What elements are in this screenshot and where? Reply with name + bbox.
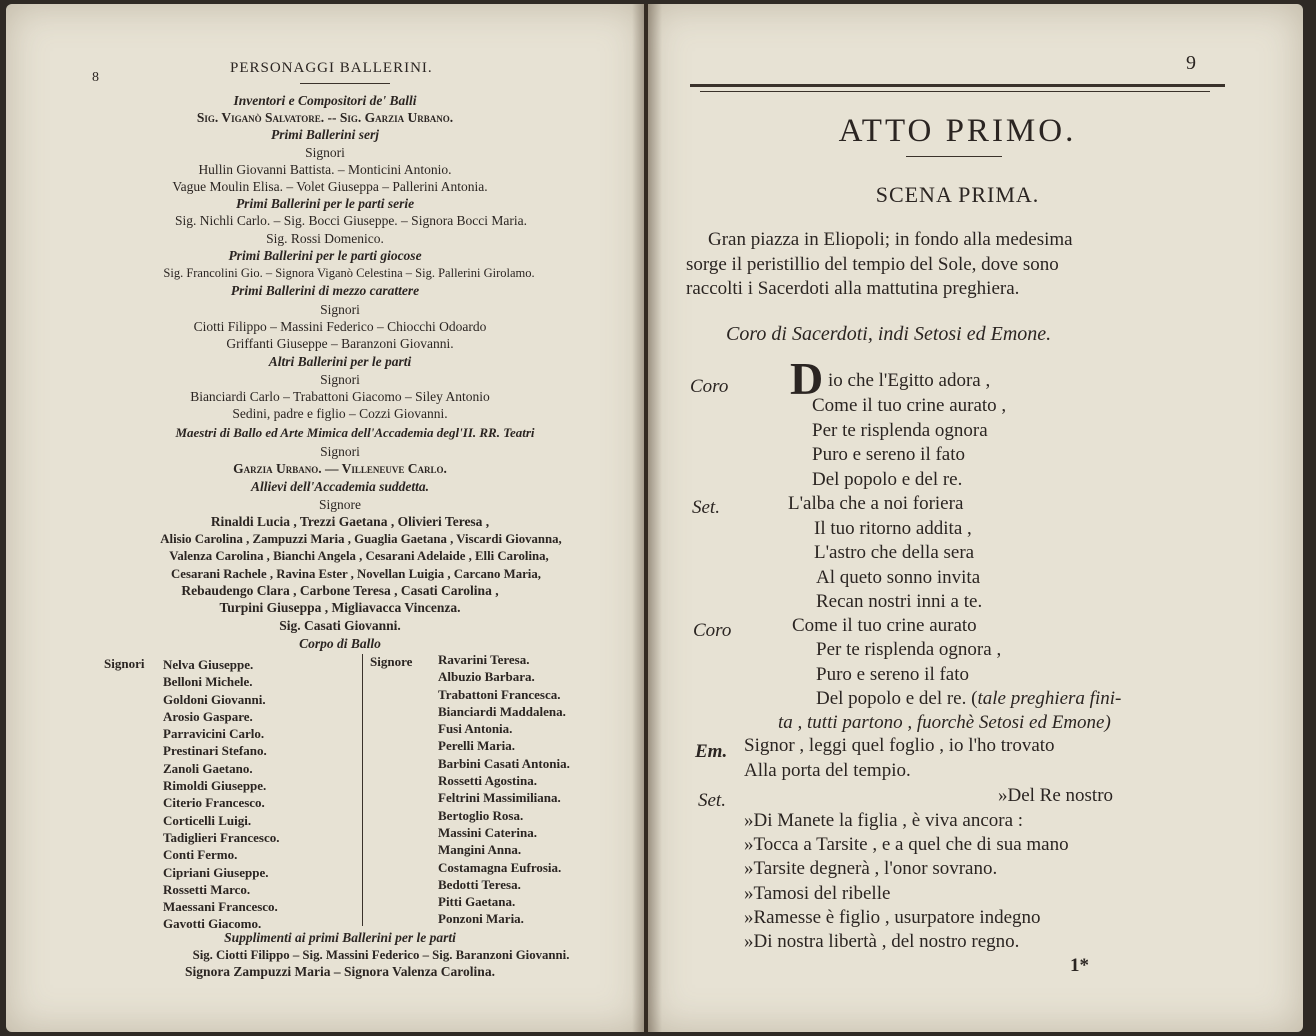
list-item: Conti Fermo. xyxy=(163,847,238,863)
text-line: Rinaldi Lucia , Trezzi Gaetana , Olivieri Teresa , xyxy=(210,514,490,529)
verse-line: »Del Re nostro xyxy=(998,785,1114,806)
scene-title: SCENA PRIMA. xyxy=(875,182,1040,207)
text-line: Valenza Carolina , Bianchi Angela , Cesarani Adelaide , Elli Carolina, xyxy=(169,549,549,563)
list-item: Corticelli Luigi. xyxy=(163,812,252,828)
list-item: Mangini Anna. xyxy=(438,842,522,858)
stage-direction: ta , tutti partono , fuorchè Setosi ed Emone) xyxy=(778,712,1111,733)
list-item: Barbini Casati Antonia. xyxy=(438,755,570,771)
signature-mark: 1* xyxy=(1070,955,1089,976)
speaker-label: Set. xyxy=(692,497,720,518)
list-item: Costamagna Eufrosia. xyxy=(438,859,562,875)
list-item: Fusi Antonia. xyxy=(438,721,513,737)
text-line: Signori xyxy=(320,302,360,317)
text-line: Turpini Giuseppa , Migliavacca Vincenza. xyxy=(219,600,461,615)
section-heading: Inventori e Compositori de' Balli xyxy=(233,93,417,108)
drop-cap: D xyxy=(790,353,824,404)
verse-line xyxy=(816,687,1121,712)
text-line: Sig. Nichli Carlo. – Sig. Bocci Giuseppe. – Signora Bocci Maria. xyxy=(174,213,528,228)
verse-line: Il tuo ritorno addita , xyxy=(814,518,972,539)
verse-line: Per te risplenda ognora , xyxy=(816,639,1002,660)
verse-line: Recan nostri inni a te. xyxy=(816,591,983,612)
section-heading: Primi Ballerini per le parti serie xyxy=(235,196,415,211)
section-heading: Supplimenti ai primi Ballerini per le parti xyxy=(224,930,456,945)
list-item: Belloni Michele. xyxy=(163,674,253,690)
list-item: Albuzio Barbara. xyxy=(438,669,535,685)
setting-line: Gran piazza in Eliopoli; in fondo alla medesima xyxy=(708,229,1073,250)
list-item: Trabattoni Francesca. xyxy=(438,686,561,702)
text-line: Sig. Casati Giovanni. xyxy=(279,618,401,633)
header-rule xyxy=(300,83,390,84)
setting-line: raccolti i Sacerdoti alla mattutina preghiera. xyxy=(686,278,1020,299)
cast-line: Coro di Sacerdoti, indi Setosi ed Emone. xyxy=(726,323,1052,345)
page-number-right: 9 xyxy=(1186,52,1196,74)
verse-line: Puro e sereno il fato xyxy=(816,664,970,685)
list-item: Bedotti Teresa. xyxy=(438,876,521,892)
verse-line: Del popolo e del re. xyxy=(812,469,963,490)
speaker-label: Coro xyxy=(693,620,732,641)
text-line: Griffanti Giuseppe – Baranzoni Giovanni. xyxy=(226,336,454,351)
list-item: Nelva Giuseppe. xyxy=(163,657,254,672)
speaker-label: Em. xyxy=(695,741,728,762)
verse-line: Come il tuo crine aurato xyxy=(792,615,977,636)
speaker-label: Coro xyxy=(690,376,729,397)
text-line: Sig. Rossi Domenico. xyxy=(266,231,384,246)
signore-label: Signore xyxy=(370,654,413,669)
list-item: Rossetti Marco. xyxy=(163,881,251,897)
verse-line: »Ramesse è figlio , usurpatore indegno xyxy=(744,907,1041,928)
text-line: Cesarani Rachele , Ravina Ester , Novellan Luigia , Carcano Maria, xyxy=(171,567,541,581)
text-line: Sedini, padre e figlio – Cozzi Giovanni. xyxy=(232,406,448,421)
list-item: Gavotti Giacomo. xyxy=(163,916,262,932)
setting-line: sorge il peristillio del tempio del Sole, dove sono xyxy=(686,254,1059,275)
text-line: Sig. Francolini Gio. – Signora Viganò Celestina – Sig. Pallerini Girolamo. xyxy=(163,266,535,280)
list-item: Goldoni Giovanni. xyxy=(163,691,266,707)
text-line: Garzia Urbano. — Villeneuve Carlo. xyxy=(233,461,447,476)
verse-line: Signor , leggi quel foglio , io l'ho trovato xyxy=(744,735,1055,756)
list-item: Bianciardi Maddalena. xyxy=(438,703,566,719)
signori-list xyxy=(163,656,280,933)
list-item: Ponzoni Maria. xyxy=(438,911,524,927)
signore-list xyxy=(438,651,570,928)
column-divider xyxy=(362,654,363,926)
list-item: Perelli Maria. xyxy=(438,738,516,754)
speaker-label: Set. xyxy=(698,790,726,811)
section-heading: Primi Ballerini di mezzo carattere xyxy=(230,283,420,298)
list-item: Tadiglieri Francesco. xyxy=(163,829,280,845)
list-item: Pitti Gaetana. xyxy=(438,894,516,910)
text-line: Signora Zampuzzi Maria – Signora Valenza Carolina. xyxy=(185,964,495,979)
verse-line: »Di nostra libertà , del nostro regno. xyxy=(744,931,1020,952)
section-heading: Primi Ballerini per le parti giocose xyxy=(228,248,422,263)
list-item: Maessani Francesco. xyxy=(163,899,278,915)
text-line: Ciotti Filippo – Massini Federico – Chiocchi Odoardo xyxy=(193,319,487,334)
verse-line: io che l'Egitto adora , xyxy=(828,370,991,391)
list-item: Cipriani Giuseppe. xyxy=(163,864,269,880)
text-line: Signore xyxy=(319,497,361,512)
verse-line: Alla porta del tempio. xyxy=(744,760,911,781)
page-header: PERSONAGGI BALLERINI. xyxy=(230,60,433,76)
act-title: ATTO PRIMO. xyxy=(838,113,1077,149)
text-line: Sig. Ciotti Filippo – Sig. Massini Federico – Sig. Baranzoni Giovanni. xyxy=(192,948,570,962)
list-item: Ravarini Teresa. xyxy=(438,652,530,667)
top-rule-thin xyxy=(700,91,1210,92)
text-line: Alisio Carolina , Zampuzzi Maria , Guaglia Gaetana , Viscardi Giovanna, xyxy=(160,532,562,546)
verse-line: L'alba che a noi foriera xyxy=(788,493,964,514)
act-rule xyxy=(906,156,1002,157)
text-line: Vague Moulin Elisa. – Volet Giuseppa – Pallerini Antonia. xyxy=(172,179,488,194)
list-item: Prestinari Stefano. xyxy=(163,743,267,759)
list-item: Citerio Francesco. xyxy=(163,795,265,811)
stage-direction: tale preghiera fini- xyxy=(977,688,1122,709)
list-item: Arosio Gaspare. xyxy=(163,708,253,724)
verse-line: Come il tuo crine aurato , xyxy=(812,395,1007,416)
verse-line: Al queto sonno invita xyxy=(816,567,981,588)
verse-line: »Di Manete la figlia , è viva ancora : xyxy=(744,810,1024,831)
list-item: Zanoli Gaetano. xyxy=(163,760,253,776)
list-item: Massini Caterina. xyxy=(438,824,537,840)
list-item: Bertoglio Rosa. xyxy=(438,807,524,823)
verse-line: Puro e sereno il fato xyxy=(812,444,966,465)
section-heading: Altri Ballerini per le parti xyxy=(268,354,412,369)
text-line: Bianciardi Carlo – Trabattoni Giacomo – Siley Antonio xyxy=(190,389,490,404)
text-line: Signori xyxy=(305,145,345,160)
page-number-left: 8 xyxy=(92,70,99,85)
text-line: Signori xyxy=(320,444,360,459)
text-line: Rebaudengo Clara , Carbone Teresa , Casati Carolina , xyxy=(181,583,499,598)
section-heading: Corpo di Ballo xyxy=(299,636,381,651)
text-line: Sig. Viganò Salvatore. -- Sig. Garzia Urbano. xyxy=(196,110,454,125)
verse-line: »Tocca a Tarsite , e a quel che di sua mano xyxy=(744,834,1069,855)
verse-line: »Tamosi del ribelle xyxy=(744,883,891,904)
book-gutter xyxy=(632,4,662,1032)
list-item: Feltrini Massimiliana. xyxy=(438,790,561,806)
section-heading: Maestri di Ballo ed Arte Mimica dell'Accademia degl'II. RR. Teatri xyxy=(175,425,535,440)
section-heading: Allievi dell'Accademia suddetta. xyxy=(250,479,430,494)
verse-line: »Tarsite degnerà , l'onor sovrano. xyxy=(744,858,998,879)
text-line: Hullin Giovanni Battista. – Monticini Antonio. xyxy=(198,162,452,177)
section-heading: Primi Ballerini serj xyxy=(270,127,379,142)
text-line: Signori xyxy=(320,372,360,387)
top-rule xyxy=(690,84,1225,87)
verse-line: L'astro che della sera xyxy=(814,542,975,563)
list-item: Rimoldi Giuseppe. xyxy=(163,778,267,794)
verse-line: Per te risplenda ognora xyxy=(812,420,988,441)
verse-text: Del popolo e del re. ( xyxy=(816,688,978,709)
signori-label: Signori xyxy=(104,656,145,671)
list-item: Rossetti Agostina. xyxy=(438,773,537,789)
list-item: Parravicini Carlo. xyxy=(163,726,265,742)
